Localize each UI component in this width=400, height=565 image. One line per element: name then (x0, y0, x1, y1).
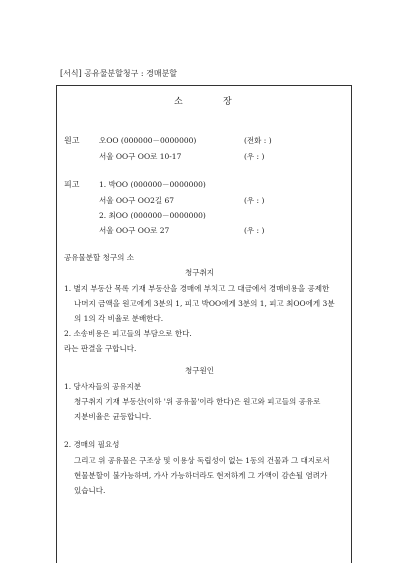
purpose-item1-line3: 의 1의 각 비율로 분배한다. (74, 314, 164, 323)
defendant-label: 피고 (64, 180, 80, 189)
purpose-item2: 2. 소송비용은 피고들의 부담으로 한다. (64, 329, 192, 338)
cause-sec2-title: 2. 경매의 필요성 (64, 440, 120, 449)
defendant-2-zip: (우 : ) (244, 226, 265, 235)
cause-sec1-line1: 청구취지 기재 부동산(이하 '위 공유물'이라 한다)은 원고와 피고들의 공유로 (74, 397, 321, 406)
plaintiff-zip: (우 : ) (244, 152, 265, 161)
defendant-1-address: 서울 OO구 OO2길 67 (99, 196, 175, 205)
cause-heading: 청구원인 (185, 366, 214, 375)
cause-sec2-line3: 있습니다. (74, 486, 106, 495)
defendant-2-name: 2. 최OO (000000－0000000) (99, 211, 206, 220)
cause-sec1-title: 1. 당사자들의 공유지분 (64, 382, 142, 391)
cause-sec2-line2: 현물분할이 불가능하며, 가사 가능하더라도 현저하게 그 가액이 감손될 염려가 (74, 471, 328, 480)
defendant-2-address: 서울 OO구 OO로 27 (99, 226, 170, 235)
title-so: 소 (174, 97, 183, 107)
defendant-1-name: 1. 박OO (000000－0000000) (99, 180, 206, 189)
plaintiff-phone: (전화 : ) (244, 136, 272, 145)
title-jang: 장 (223, 97, 232, 107)
purpose-item1-line1: 1. 별지 부동산 목록 기재 부동산을 경매에 부치고 그 대금에서 경매비용을 공제한 (64, 284, 330, 293)
document-header: [서식] 공유물분할청구 : 경매분할 (60, 69, 178, 78)
case-title: 공유물분할 청구의 소 (64, 253, 134, 262)
purpose-item1-line2: 나머지 금액을 원고에게 3분의 1, 피고 박OO에게 3분의 1, 피고 최OO에게 3분 (74, 299, 335, 308)
plaintiff-name: 오OO (000000－0000000) (99, 136, 197, 145)
purpose-heading: 청구취지 (185, 268, 214, 277)
defendant-1-zip: (우 : ) (244, 196, 265, 205)
cause-sec2-line1: 그리고 위 공유물은 구조상 및 이용상 독립성이 없는 1동의 건물과 그 대지로서 (74, 456, 330, 465)
plaintiff-address: 서울 OO구 OO로 10-17 (99, 152, 182, 161)
purpose-closing: 라는 판결을 구합니다. (64, 344, 137, 353)
plaintiff-label: 원고 (64, 136, 80, 145)
cause-sec1-line2: 지분비율은 균등합니다. (74, 412, 152, 421)
